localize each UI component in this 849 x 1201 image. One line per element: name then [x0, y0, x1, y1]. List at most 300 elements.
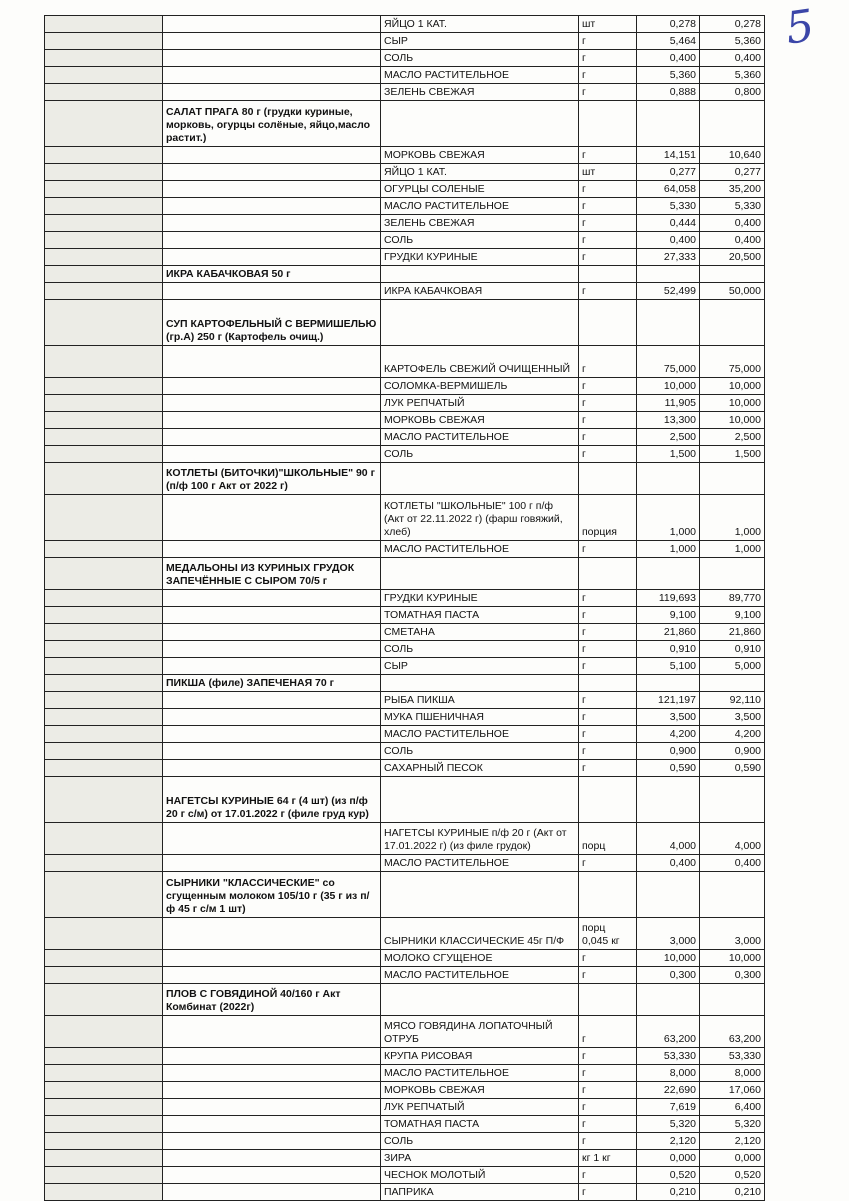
dish-title: САЛАТ ПРАГА 80 г (грудки куриные, морковь, огурцы солёные, яйцо,масло растит.) — [163, 101, 381, 147]
dish-cell — [163, 198, 381, 215]
dish-cell — [163, 84, 381, 101]
ingredient-row — [45, 607, 765, 624]
dish-cell — [163, 1099, 381, 1116]
unit: г — [579, 181, 637, 198]
ingredient-name: РЫБА ПИКША — [381, 692, 579, 709]
row-marker-cell — [45, 1016, 163, 1048]
handwritten-page-number: 5 — [782, 0, 818, 55]
ingredient-name: МАСЛО РАСТИТЕЛЬНОЕ — [381, 429, 579, 446]
row-marker-cell — [45, 658, 163, 675]
dish-cell — [163, 1133, 381, 1150]
unit: шт — [579, 16, 637, 33]
unit: г — [579, 1016, 637, 1048]
ingredient-name: ЗИРА — [381, 1150, 579, 1167]
ingredient-row — [45, 950, 765, 967]
net-weight: 0,400 — [700, 232, 765, 249]
net-weight: 10,000 — [700, 950, 765, 967]
gross-cell — [637, 872, 700, 918]
ingredient-name: ПАПРИКА — [381, 1184, 579, 1201]
row-marker-cell — [45, 429, 163, 446]
dish-title: НАГЕТСЫ КУРИНЫЕ 64 г (4 шт) (из п/ф 20 г с/м) от 17.01.2022 г (филе груд кур) — [163, 777, 381, 823]
dish-cell — [163, 743, 381, 760]
ingredient-name: СОЛЬ — [381, 232, 579, 249]
dish-cell — [163, 823, 381, 855]
net-cell — [700, 101, 765, 147]
ingredient-row — [45, 1099, 765, 1116]
ingredient-name: СЫР — [381, 33, 579, 50]
dish-cell — [163, 495, 381, 541]
dish-cell — [163, 692, 381, 709]
gross-weight: 0,400 — [637, 855, 700, 872]
unit-cell — [579, 777, 637, 823]
unit: шт — [579, 164, 637, 181]
row-marker-cell — [45, 624, 163, 641]
dish-cell — [163, 395, 381, 412]
dish-cell — [163, 1150, 381, 1167]
ingredient-cell — [381, 777, 579, 823]
dish-title: КОТЛЕТЫ (БИТОЧКИ)"ШКОЛЬНЫЕ" 90 г (п/ф 100 г Акт от 2022 г) — [163, 463, 381, 495]
gross-weight: 63,200 — [637, 1016, 700, 1048]
net-weight: 0,400 — [700, 855, 765, 872]
row-marker-cell — [45, 446, 163, 463]
unit-cell — [579, 101, 637, 147]
gross-weight: 0,444 — [637, 215, 700, 232]
gross-weight: 5,100 — [637, 658, 700, 675]
net-weight: 0,910 — [700, 641, 765, 658]
unit-cell — [579, 300, 637, 346]
unit: г — [579, 607, 637, 624]
gross-cell — [637, 984, 700, 1016]
ingredient-cell — [381, 266, 579, 283]
ingredient-cell — [381, 984, 579, 1016]
dish-cell — [163, 726, 381, 743]
ingredient-row — [45, 1048, 765, 1065]
unit-cell — [579, 984, 637, 1016]
ingredient-row — [45, 232, 765, 249]
ingredient-row — [45, 198, 765, 215]
gross-weight: 0,000 — [637, 1150, 700, 1167]
row-marker-cell — [45, 283, 163, 300]
ingredient-row — [45, 1184, 765, 1201]
ingredient-row — [45, 692, 765, 709]
net-weight: 35,200 — [700, 181, 765, 198]
ingredient-name: ТОМАТНАЯ ПАСТА — [381, 1116, 579, 1133]
dish-row — [45, 777, 765, 823]
dish-cell — [163, 1065, 381, 1082]
unit: г — [579, 395, 637, 412]
dish-cell — [163, 232, 381, 249]
gross-weight: 9,100 — [637, 607, 700, 624]
ingredient-cell — [381, 872, 579, 918]
ingredient-name: СЫРНИКИ КЛАССИЧЕСКИЕ 45г П/Ф — [381, 918, 579, 950]
row-marker-cell — [45, 33, 163, 50]
dish-title: ИКРА КАБАЧКОВАЯ 50 г — [163, 266, 381, 283]
ingredient-row — [45, 495, 765, 541]
dish-cell — [163, 918, 381, 950]
gross-weight: 2,120 — [637, 1133, 700, 1150]
ingredient-name: ЗЕЛЕНЬ СВЕЖАЯ — [381, 215, 579, 232]
unit: г — [579, 33, 637, 50]
net-weight: 5,360 — [700, 67, 765, 84]
unit: порц — [579, 823, 637, 855]
ingredient-name: КРУПА РИСОВАЯ — [381, 1048, 579, 1065]
gross-weight: 0,900 — [637, 743, 700, 760]
net-cell — [700, 463, 765, 495]
unit-cell — [579, 463, 637, 495]
ingredient-name: ЧЕСНОК МОЛОТЫЙ — [381, 1167, 579, 1184]
dish-title: СЫРНИКИ "КЛАССИЧЕСКИЕ" со сгущенным молоком 105/10 г (35 г из п/ф 45 г с/м 1 шт) — [163, 872, 381, 918]
net-weight: 0,400 — [700, 50, 765, 67]
dish-cell — [163, 50, 381, 67]
ingredient-row — [45, 249, 765, 266]
ingredient-name: НАГЕТСЫ КУРИНЫЕ п/ф 20 г (Акт от 17.01.2022 г) (из филе грудок) — [381, 823, 579, 855]
gross-weight: 11,905 — [637, 395, 700, 412]
dish-cell — [163, 1048, 381, 1065]
row-marker-cell — [45, 249, 163, 266]
row-marker-cell — [45, 950, 163, 967]
row-marker-cell — [45, 16, 163, 33]
row-marker-cell — [45, 1048, 163, 1065]
ingredient-row — [45, 709, 765, 726]
dish-cell — [163, 541, 381, 558]
ingredient-name: МАСЛО РАСТИТЕЛЬНОЕ — [381, 967, 579, 984]
gross-weight: 53,330 — [637, 1048, 700, 1065]
unit: порц 0,045 кг — [579, 918, 637, 950]
net-weight: 0,277 — [700, 164, 765, 181]
gross-weight: 8,000 — [637, 1065, 700, 1082]
net-cell — [700, 558, 765, 590]
net-weight: 0,300 — [700, 967, 765, 984]
ingredient-name: ЛУК РЕПЧАТЫЙ — [381, 1099, 579, 1116]
gross-weight: 0,277 — [637, 164, 700, 181]
gross-weight: 0,300 — [637, 967, 700, 984]
ingredient-row — [45, 1082, 765, 1099]
gross-cell — [637, 300, 700, 346]
ingredient-name: КОТЛЕТЫ "ШКОЛЬНЫЕ" 100 г п/ф (Акт от 22.11.2022 г) (фарш говяжий, хлеб) — [381, 495, 579, 541]
ingredient-row — [45, 215, 765, 232]
unit: г — [579, 67, 637, 84]
gross-weight: 5,360 — [637, 67, 700, 84]
ingredient-row — [45, 147, 765, 164]
unit: г — [579, 692, 637, 709]
ingredient-name: ОГУРЦЫ СОЛЕНЫЕ — [381, 181, 579, 198]
ingredient-row — [45, 429, 765, 446]
dish-cell — [163, 429, 381, 446]
dish-cell — [163, 378, 381, 395]
net-weight: 0,800 — [700, 84, 765, 101]
ingredient-name: СОЛЬ — [381, 446, 579, 463]
row-marker-cell — [45, 463, 163, 495]
row-marker-cell — [45, 984, 163, 1016]
ingredient-name: МАСЛО РАСТИТЕЛЬНОЕ — [381, 726, 579, 743]
row-marker-cell — [45, 300, 163, 346]
net-weight: 10,000 — [700, 412, 765, 429]
gross-weight: 0,888 — [637, 84, 700, 101]
row-marker-cell — [45, 855, 163, 872]
gross-weight: 75,000 — [637, 346, 700, 378]
row-marker-cell — [45, 743, 163, 760]
ingredient-row — [45, 918, 765, 950]
ingredient-row — [45, 1167, 765, 1184]
gross-weight: 4,000 — [637, 823, 700, 855]
ingredient-row — [45, 541, 765, 558]
ingredient-name: ЗЕЛЕНЬ СВЕЖАЯ — [381, 84, 579, 101]
unit: г — [579, 1082, 637, 1099]
row-marker-cell — [45, 346, 163, 378]
net-weight: 0,000 — [700, 1150, 765, 1167]
dish-cell — [163, 1082, 381, 1099]
ingredient-name: МАСЛО РАСТИТЕЛЬНОЕ — [381, 67, 579, 84]
dish-row — [45, 675, 765, 692]
ingredient-name: СОЛЬ — [381, 743, 579, 760]
row-marker-cell — [45, 1099, 163, 1116]
ingredient-name: МАСЛО РАСТИТЕЛЬНОЕ — [381, 855, 579, 872]
gross-weight: 14,151 — [637, 147, 700, 164]
net-weight: 4,200 — [700, 726, 765, 743]
unit: г — [579, 967, 637, 984]
ingredient-name: ЯЙЦО 1 КАТ. — [381, 164, 579, 181]
ingredient-row — [45, 760, 765, 777]
net-weight: 0,400 — [700, 215, 765, 232]
gross-cell — [637, 675, 700, 692]
unit: порция — [579, 495, 637, 541]
unit-cell — [579, 872, 637, 918]
ingredient-row — [45, 16, 765, 33]
ingredient-name: МУКА ПШЕНИЧНАЯ — [381, 709, 579, 726]
ingredient-row — [45, 1150, 765, 1167]
row-marker-cell — [45, 675, 163, 692]
recipe-table-body — [45, 16, 765, 1201]
row-marker-cell — [45, 495, 163, 541]
dish-cell — [163, 624, 381, 641]
ingredient-name: МАСЛО РАСТИТЕЛЬНОЕ — [381, 1065, 579, 1082]
row-marker-cell — [45, 823, 163, 855]
ingredient-name: МОЛОКО СГУЩЕНОЕ — [381, 950, 579, 967]
gross-weight: 10,000 — [637, 950, 700, 967]
dish-cell — [163, 641, 381, 658]
ingredient-row — [45, 1116, 765, 1133]
dish-cell — [163, 181, 381, 198]
ingredient-name: ГРУДКИ КУРИНЫЕ — [381, 590, 579, 607]
dish-cell — [163, 412, 381, 429]
ingredient-row — [45, 67, 765, 84]
ingredient-name: СОЛЬ — [381, 50, 579, 67]
gross-weight: 0,910 — [637, 641, 700, 658]
ingredient-name: ИКРА КАБАЧКОВАЯ — [381, 283, 579, 300]
gross-weight: 1,500 — [637, 446, 700, 463]
gross-weight: 1,000 — [637, 495, 700, 541]
net-weight: 17,060 — [700, 1082, 765, 1099]
row-marker-cell — [45, 692, 163, 709]
net-weight: 21,860 — [700, 624, 765, 641]
gross-weight: 3,500 — [637, 709, 700, 726]
row-marker-cell — [45, 147, 163, 164]
row-marker-cell — [45, 541, 163, 558]
net-weight: 1,000 — [700, 541, 765, 558]
dish-cell — [163, 590, 381, 607]
ingredient-row — [45, 590, 765, 607]
dish-cell — [163, 1116, 381, 1133]
unit: г — [579, 1048, 637, 1065]
row-marker-cell — [45, 378, 163, 395]
net-cell — [700, 984, 765, 1016]
ingredient-row — [45, 33, 765, 50]
row-marker-cell — [45, 198, 163, 215]
ingredient-name: МЯСО ГОВЯДИНА ЛОПАТОЧНЫЙ ОТРУБ — [381, 1016, 579, 1048]
unit: г — [579, 378, 637, 395]
unit: г — [579, 215, 637, 232]
dish-row — [45, 266, 765, 283]
ingredient-row — [45, 50, 765, 67]
unit: г — [579, 1065, 637, 1082]
net-weight: 0,900 — [700, 743, 765, 760]
unit: г — [579, 726, 637, 743]
row-marker-cell — [45, 607, 163, 624]
ingredient-row — [45, 624, 765, 641]
net-weight: 6,400 — [700, 1099, 765, 1116]
dish-cell — [163, 215, 381, 232]
dish-cell — [163, 249, 381, 266]
gross-weight: 3,000 — [637, 918, 700, 950]
gross-weight: 0,278 — [637, 16, 700, 33]
net-weight: 5,000 — [700, 658, 765, 675]
unit: г — [579, 446, 637, 463]
row-marker-cell — [45, 918, 163, 950]
net-weight: 0,210 — [700, 1184, 765, 1201]
unit: г — [579, 743, 637, 760]
dish-row — [45, 463, 765, 495]
net-weight: 75,000 — [700, 346, 765, 378]
gross-weight: 0,400 — [637, 232, 700, 249]
gross-weight: 21,860 — [637, 624, 700, 641]
gross-weight: 5,330 — [637, 198, 700, 215]
ingredient-name: ЛУК РЕПЧАТЫЙ — [381, 395, 579, 412]
ingredient-cell — [381, 463, 579, 495]
ingredient-row — [45, 378, 765, 395]
net-weight: 0,278 — [700, 16, 765, 33]
net-weight: 1,000 — [700, 495, 765, 541]
row-marker-cell — [45, 872, 163, 918]
row-marker-cell — [45, 760, 163, 777]
net-weight: 1,500 — [700, 446, 765, 463]
row-marker-cell — [45, 1065, 163, 1082]
ingredient-row — [45, 1065, 765, 1082]
net-weight: 10,640 — [700, 147, 765, 164]
gross-weight: 5,320 — [637, 1116, 700, 1133]
dish-cell — [163, 33, 381, 50]
dish-cell — [163, 147, 381, 164]
dish-cell — [163, 950, 381, 967]
net-weight: 10,000 — [700, 378, 765, 395]
gross-cell — [637, 777, 700, 823]
unit: г — [579, 855, 637, 872]
unit: г — [579, 412, 637, 429]
gross-cell — [637, 558, 700, 590]
net-weight: 9,100 — [700, 607, 765, 624]
unit: г — [579, 709, 637, 726]
unit-cell — [579, 558, 637, 590]
ingredient-cell — [381, 558, 579, 590]
dish-row — [45, 558, 765, 590]
gross-weight: 119,693 — [637, 590, 700, 607]
row-marker-cell — [45, 412, 163, 429]
unit-cell — [579, 675, 637, 692]
unit: кг 1 кг — [579, 1150, 637, 1167]
ingredient-cell — [381, 101, 579, 147]
gross-weight: 52,499 — [637, 283, 700, 300]
net-weight: 8,000 — [700, 1065, 765, 1082]
ingredient-row — [45, 164, 765, 181]
ingredient-row — [45, 967, 765, 984]
dish-row — [45, 872, 765, 918]
unit: г — [579, 658, 637, 675]
ingredient-row — [45, 1016, 765, 1048]
row-marker-cell — [45, 1133, 163, 1150]
dish-cell — [163, 164, 381, 181]
dish-cell — [163, 1016, 381, 1048]
ingredient-row — [45, 658, 765, 675]
net-cell — [700, 266, 765, 283]
unit-cell — [579, 266, 637, 283]
ingredient-row — [45, 84, 765, 101]
unit: г — [579, 641, 637, 658]
net-weight: 10,000 — [700, 395, 765, 412]
net-weight: 3,000 — [700, 918, 765, 950]
net-weight: 2,120 — [700, 1133, 765, 1150]
ingredient-name: КАРТОФЕЛЬ СВЕЖИЙ ОЧИЩЕННЫЙ — [381, 346, 579, 378]
ingredient-name: СЫР — [381, 658, 579, 675]
gross-cell — [637, 101, 700, 147]
dish-row — [45, 984, 765, 1016]
unit: г — [579, 147, 637, 164]
net-weight: 3,500 — [700, 709, 765, 726]
dish-cell — [163, 855, 381, 872]
unit: г — [579, 541, 637, 558]
row-marker-cell — [45, 641, 163, 658]
row-marker-cell — [45, 1116, 163, 1133]
unit: г — [579, 198, 637, 215]
ingredient-row — [45, 181, 765, 198]
dish-cell — [163, 607, 381, 624]
net-weight: 92,110 — [700, 692, 765, 709]
ingredient-row — [45, 283, 765, 300]
dish-cell — [163, 283, 381, 300]
unit: г — [579, 1133, 637, 1150]
row-marker-cell — [45, 709, 163, 726]
unit: г — [579, 346, 637, 378]
gross-weight: 2,500 — [637, 429, 700, 446]
gross-weight: 7,619 — [637, 1099, 700, 1116]
row-marker-cell — [45, 395, 163, 412]
row-marker-cell — [45, 777, 163, 823]
row-marker-cell — [45, 590, 163, 607]
row-marker-cell — [45, 84, 163, 101]
gross-weight: 0,210 — [637, 1184, 700, 1201]
unit: г — [579, 429, 637, 446]
net-weight: 2,500 — [700, 429, 765, 446]
gross-weight: 13,300 — [637, 412, 700, 429]
ingredient-name: ЯЙЦО 1 КАТ. — [381, 16, 579, 33]
ingredient-row — [45, 346, 765, 378]
ingredient-name: САХАРНЫЙ ПЕСОК — [381, 760, 579, 777]
recipe-table — [44, 15, 765, 1201]
dish-title: ПИКША (филе) ЗАПЕЧЕНАЯ 70 г — [163, 675, 381, 692]
row-marker-cell — [45, 1082, 163, 1099]
dish-cell — [163, 658, 381, 675]
dish-cell — [163, 709, 381, 726]
ingredient-row — [45, 726, 765, 743]
net-weight: 5,320 — [700, 1116, 765, 1133]
